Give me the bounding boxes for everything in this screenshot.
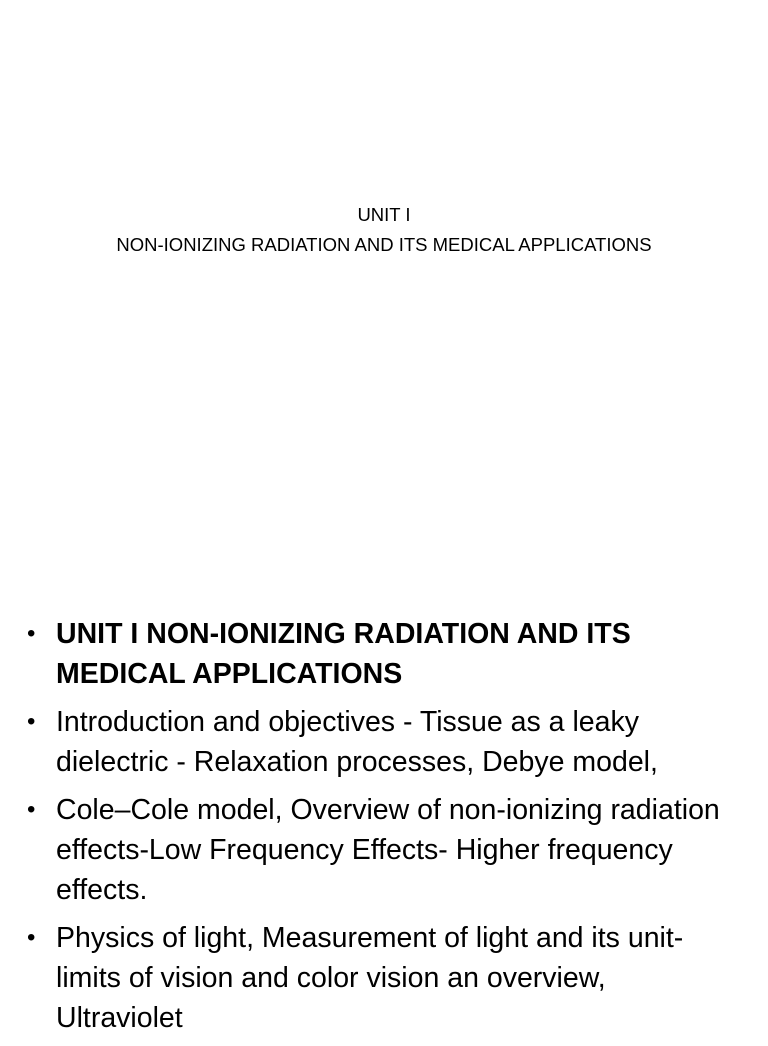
bullet-item [0,614,768,694]
bullet-text: UNIT I NON-IONIZING RADIATION AND ITS MEDICAL APPLICATIONS [56,618,631,690]
bullet-item [0,918,768,1038]
bullet-item [0,702,768,782]
bullet-text: Introduction and objectives - Tissue as a leaky dielectric - Relaxation processes, Debye model, [56,706,658,778]
title-unit: UNIT I [357,204,411,225]
title-topic: NON-IONIZING RADIATION AND ITS MEDICAL APPLICATIONS [116,234,652,255]
bullet-list [0,614,768,1046]
bullet-text: Physics of light, Measurement of light and its unit- limits of vision and color vision an overview, Ultraviolet [56,922,684,1034]
bullet-text: Cole–Cole model, Overview of non-ionizing radiation effects-Low Frequency Effects- Higher frequency effects. [56,794,720,906]
bullet-icon: • [27,796,36,823]
bullet-item [0,790,768,910]
bullet-icon: • [27,620,36,647]
bullet-icon: • [27,924,36,951]
slide-title [0,200,768,260]
bullet-icon: • [27,708,36,735]
